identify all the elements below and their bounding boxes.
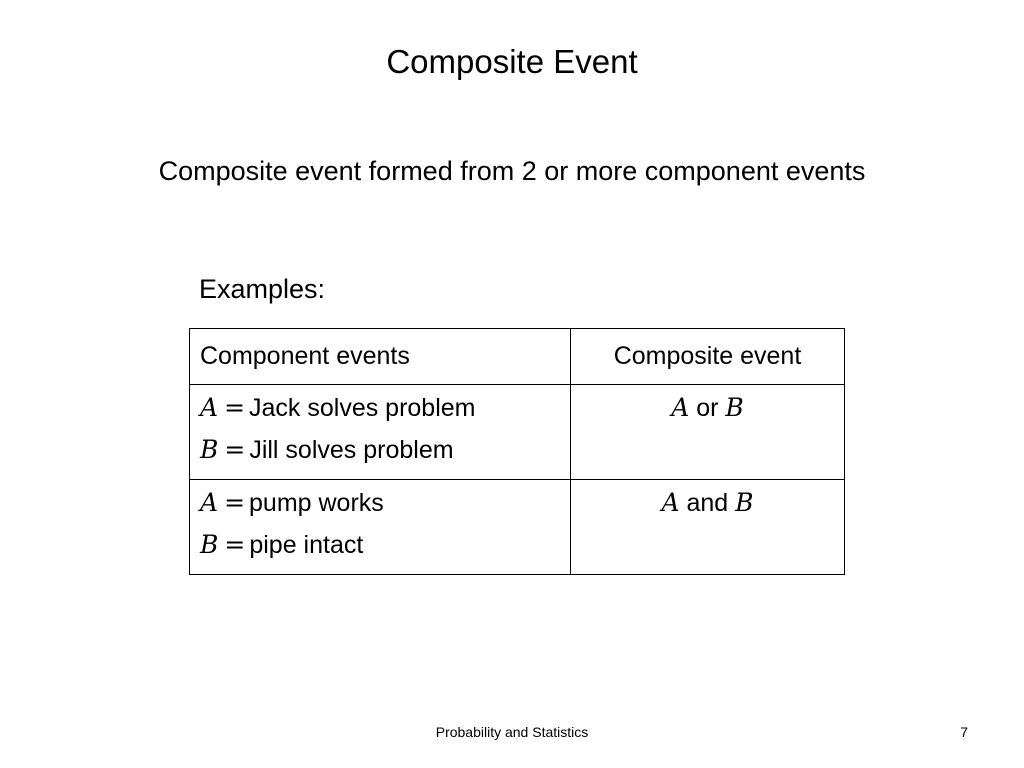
composite-event-cell xyxy=(571,480,845,575)
equals-sign: = xyxy=(224,488,246,517)
table-row xyxy=(190,480,845,575)
slide-subtitle: Composite event formed from 2 or more component events xyxy=(158,156,866,186)
composite-left-variable: A xyxy=(671,393,690,422)
composite-operator: and xyxy=(686,489,729,517)
event-description: pipe intact xyxy=(249,531,364,559)
component-line xyxy=(200,429,560,471)
examples-label: Examples: xyxy=(199,274,326,304)
event-description: Jill solves problem xyxy=(249,436,454,464)
event-description: Jack solves problem xyxy=(249,394,476,422)
equals-sign: = xyxy=(224,530,246,559)
event-description: pump works xyxy=(249,489,384,517)
table-row xyxy=(190,385,845,480)
header-component-events: Component events xyxy=(190,329,571,385)
composite-operator: or xyxy=(696,394,719,422)
footer-course-title: Probability and Statistics xyxy=(435,724,589,740)
composite-left-variable: A xyxy=(661,488,680,517)
component-events-cell xyxy=(190,480,571,575)
table-header-row xyxy=(190,329,845,385)
footer-page-number: 7 xyxy=(960,724,968,740)
event-variable: B xyxy=(200,435,219,464)
header-composite-event: Composite event xyxy=(571,329,845,385)
component-line xyxy=(200,387,560,429)
equals-sign: = xyxy=(224,393,246,422)
event-variable: A xyxy=(200,488,219,517)
event-variable: A xyxy=(200,393,219,422)
composite-right-variable: B xyxy=(725,393,744,422)
component-line xyxy=(200,482,560,524)
component-events-cell xyxy=(190,385,571,480)
equals-sign: = xyxy=(224,435,246,464)
events-table xyxy=(189,328,845,575)
slide-title: Composite Event xyxy=(386,43,638,80)
component-line xyxy=(200,524,560,566)
event-variable: B xyxy=(200,530,219,559)
composite-event-cell xyxy=(571,385,845,480)
composite-right-variable: B xyxy=(735,488,754,517)
